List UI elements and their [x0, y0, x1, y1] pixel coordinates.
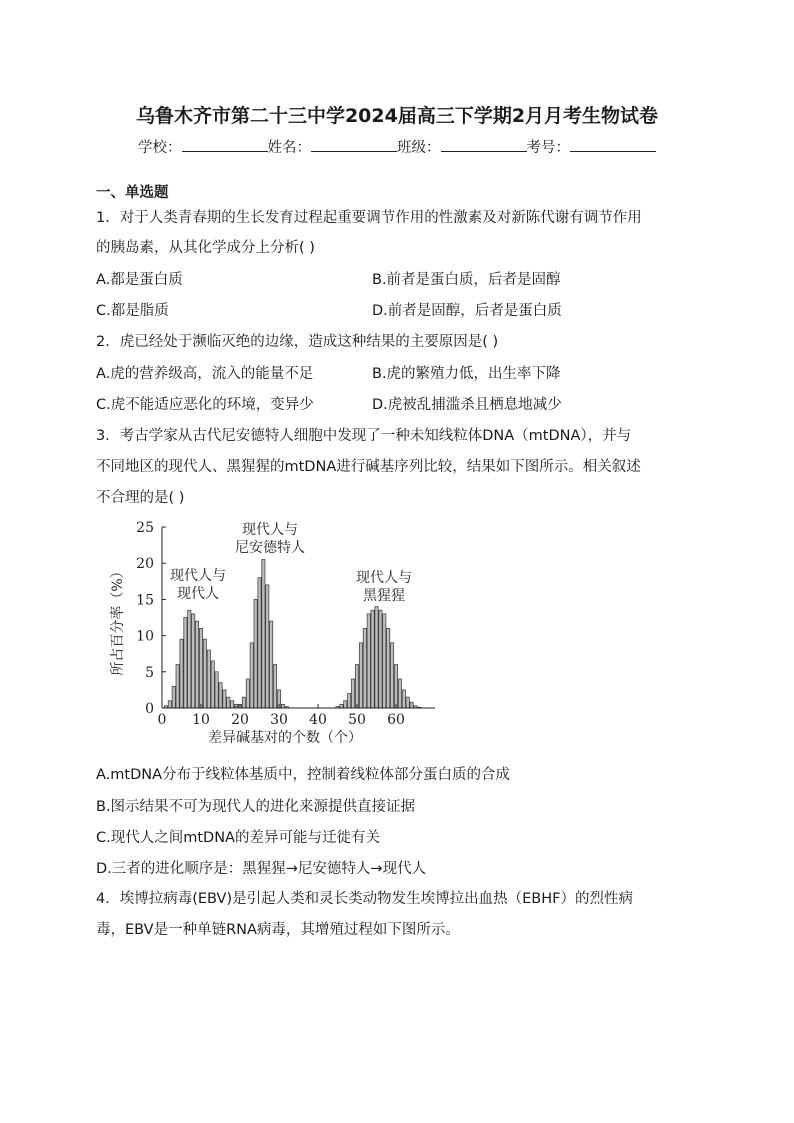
bar-series-2	[379, 610, 382, 708]
school-label: 学校：	[138, 140, 182, 156]
bar-series-1	[258, 578, 261, 708]
id-field[interactable]	[570, 137, 656, 152]
bar-series-0	[192, 614, 195, 708]
bar-series-2	[375, 607, 378, 708]
q3-stem-line1: 3．考古学家从古代尼安德特人细胞中发现了一种未知线粒体DNA（mtDNA），并与	[96, 428, 632, 444]
q2-option-d[interactable]: D.虎被乱捕滥杀且栖息地减少	[372, 397, 562, 413]
name-label: 姓名：	[267, 140, 311, 156]
y-tick-label: 20	[136, 556, 154, 573]
bar-series-0	[184, 618, 187, 709]
annotation-modern-neanderthal-l1: 现代人与	[242, 522, 298, 538]
bar-series-0	[176, 665, 179, 708]
y-tick-label: 10	[136, 628, 154, 645]
bar-series-0	[172, 686, 175, 708]
class-label: 班级：	[397, 140, 441, 156]
x-tick-label: 10	[192, 712, 210, 728]
q1-stem-line2: 的胰岛素，从其化学成分上分析( )	[96, 240, 315, 256]
y-tick-label: 15	[136, 592, 154, 609]
x-tick-label: 60	[387, 712, 405, 728]
bar-series-2	[383, 614, 386, 708]
q1-option-c[interactable]: C.都是脂质	[96, 303, 169, 319]
q3-option-c[interactable]: C.现代人之间mtDNA的差异可能与迁徙有关	[96, 830, 380, 846]
y-tick-label: 25	[136, 520, 154, 536]
x-axis-label: 差异碱基对的个数（个）	[208, 730, 362, 746]
bar-series-1	[274, 665, 277, 708]
bar-series-2	[402, 690, 405, 708]
bar-series-1	[266, 585, 269, 708]
bar-series-2	[410, 702, 413, 708]
bar-series-0	[219, 683, 222, 708]
x-tick-label: 50	[348, 712, 366, 728]
page-title: 乌鲁木齐市第二十三中学2024届高三下学期2月月考生物试卷	[135, 105, 659, 127]
bar-series-2	[394, 665, 397, 708]
annotation-modern-modern-l1: 现代人与	[170, 568, 226, 584]
bar-series-0	[168, 701, 171, 708]
q4-stem-line1: 4．埃博拉病毒(EBV)是引起人类和灵长类动物发生埃博拉出血热（EBHF）的烈性病	[96, 891, 633, 907]
q2-stem: 2．虎已经处于濒临灭绝的边缘，造成这种结果的主要原因是( )	[96, 334, 499, 350]
q2-option-a[interactable]: A.虎的营养级高，流入的能量不足	[96, 366, 314, 382]
bar-series-1	[254, 599, 257, 708]
q1-option-d[interactable]: D.前者是固醇，后者是蛋白质	[372, 303, 562, 319]
annotation-modern-neanderthal-l2: 尼安德特人	[235, 540, 305, 556]
bar-series-0	[211, 661, 214, 708]
bar-series-0	[188, 610, 191, 708]
bar-series-2	[340, 704, 343, 708]
bar-series-0	[196, 621, 199, 708]
bar-series-2	[363, 628, 366, 708]
annotation-modern-chimp-l2: 黑猩猩	[363, 588, 405, 604]
bar-series-1	[281, 704, 284, 708]
section-heading: 一、单选题	[96, 185, 169, 201]
q4-stem-line2: 毒，EBV是一种单链RNA病毒，其增殖过程如下图所示。	[96, 922, 460, 938]
bar-series-1	[262, 560, 265, 708]
bar-series-2	[359, 643, 362, 708]
bar-series-2	[406, 697, 409, 708]
q1-option-b[interactable]: B.前者是蛋白质，后者是固醇	[372, 272, 561, 288]
q3-stem-line3: 不合理的是( )	[96, 490, 185, 506]
bar-series-2	[344, 701, 347, 708]
class-field[interactable]	[441, 137, 527, 152]
bar-series-2	[348, 694, 351, 708]
mtdna-histogram-chart	[100, 515, 445, 750]
bar-series-2	[391, 643, 394, 708]
bar-series-1	[242, 697, 245, 708]
bar-series-0	[203, 639, 206, 708]
q3-stem-line2: 不同地区的现代人、黑猩猩的mtDNA进行碱基序列比较，结果如下图所示。相关叙述	[96, 459, 641, 475]
student-info-row	[0, 136, 794, 157]
q3-option-a[interactable]: A.mtDNA分布于线粒体基质中，控制着线粒体部分蛋白质的合成	[96, 767, 511, 783]
bar-series-2	[355, 665, 358, 708]
q1-stem-line1: 1．对于人类青春期的生长发育过程起重要调节作用的性激素及对新陈代谢有调节作用	[96, 210, 642, 226]
bar-series-0	[227, 697, 230, 708]
bar-series-2	[367, 614, 370, 708]
bar-series-0	[223, 690, 226, 708]
id-label: 考号：	[526, 140, 570, 156]
q2-option-c[interactable]: C.虎不能适应恶化的环境，变异少	[96, 397, 314, 413]
x-tick-label: 30	[270, 712, 288, 728]
bar-series-2	[387, 628, 390, 708]
bar-series-0	[180, 639, 183, 708]
q1-option-a[interactable]: A.都是蛋白质	[96, 272, 183, 288]
bar-series-2	[371, 610, 374, 708]
bar-series-0	[231, 701, 234, 708]
x-tick-label: 20	[231, 712, 249, 728]
q3-option-b[interactable]: B.图示结果不可为现代人的进化来源提供直接证据	[96, 799, 416, 815]
bar-series-0	[199, 628, 202, 708]
q2-option-b[interactable]: B.虎的繁殖力低，出生率下降	[372, 366, 561, 382]
school-field[interactable]	[182, 137, 268, 152]
bar-series-1	[246, 679, 249, 708]
annotation-modern-modern-l2: 现代人	[177, 586, 219, 602]
bar-series-2	[352, 679, 355, 708]
bar-series-0	[215, 672, 218, 708]
y-axis-label: 所占百分率（%）	[110, 564, 126, 676]
annotation-modern-chimp-l1: 现代人与	[356, 570, 412, 586]
x-tick-label: 0	[157, 712, 167, 728]
name-field[interactable]	[311, 137, 397, 152]
q3-option-d[interactable]: D.三者的进化顺序是：黑猩猩→尼安德特人→现代人	[96, 861, 427, 877]
y-tick-label: 5	[145, 664, 154, 681]
bar-series-1	[250, 643, 253, 708]
bar-series-0	[207, 650, 210, 708]
x-tick-label: 40	[309, 712, 327, 728]
bar-series-1	[270, 621, 273, 708]
y-tick-label: 0	[145, 701, 154, 717]
bar-series-2	[398, 679, 401, 708]
